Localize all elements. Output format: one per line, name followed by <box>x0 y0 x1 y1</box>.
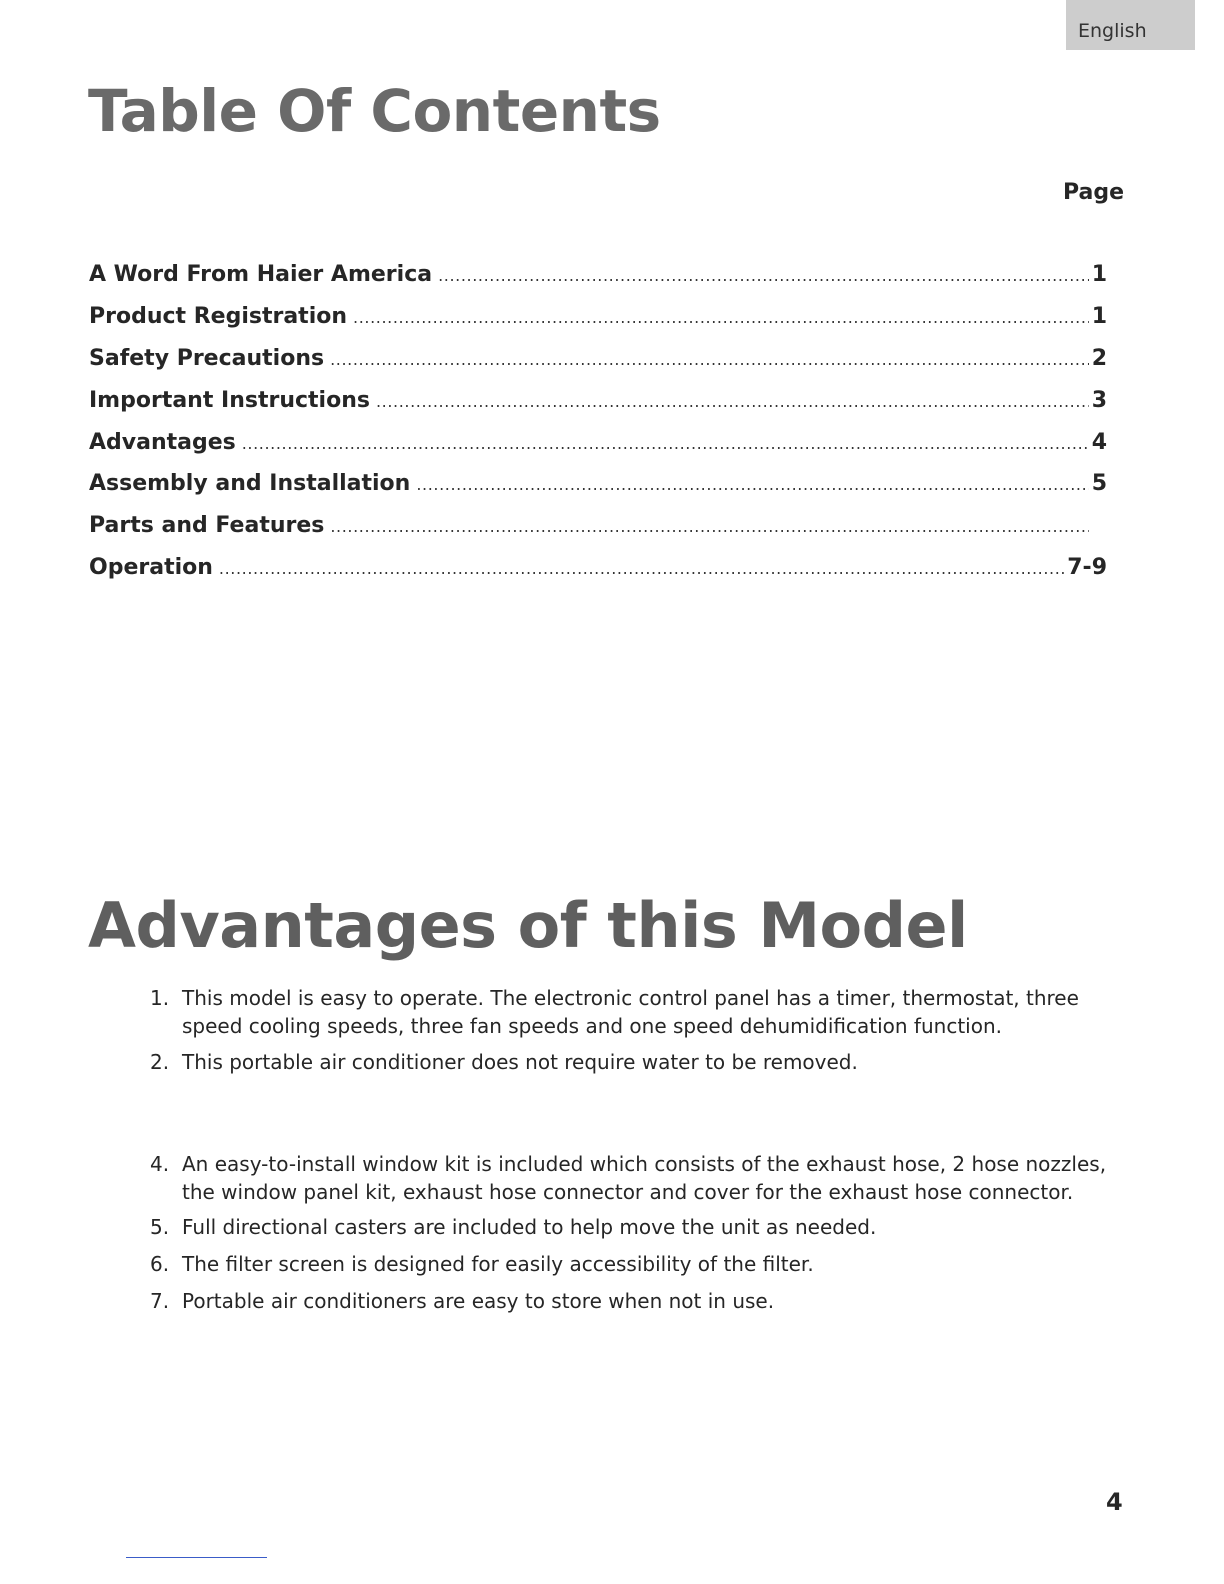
advantage-number: 1. <box>150 986 170 1010</box>
toc-entry-label: Important Instructions <box>89 387 370 413</box>
toc-dot-leader <box>376 392 1089 411</box>
toc-dot-leader <box>416 475 1089 494</box>
advantage-number: 7. <box>150 1289 170 1313</box>
toc-entry-label: Parts and Features <box>89 513 325 539</box>
language-tab: English <box>1066 0 1195 50</box>
advantage-item <box>150 1150 1125 1206</box>
page-number: 4 <box>1106 1488 1123 1516</box>
toc-entry-label: A Word From Haier America <box>89 262 433 287</box>
toc-entry-page: 2 <box>1091 345 1107 371</box>
advantage-number: 5. <box>150 1215 170 1239</box>
toc-entry[interactable] <box>89 346 1107 388</box>
toc-entry-page: 4 <box>1091 429 1107 455</box>
advantage-item <box>150 984 1125 1040</box>
advantage-text: An easy-to-install window kit is included which consists of the exhaust hose, 2 hose nozzles, the window panel kit, exhaust hose connector and cover for the exhaust hose connector. <box>182 1152 1107 1204</box>
toc-dot-leader <box>219 559 1065 578</box>
advantage-item <box>150 1213 1125 1241</box>
toc-dot-leader <box>438 266 1089 285</box>
toc-entry[interactable] <box>89 471 1107 513</box>
advantages-title: Advantages of this Model <box>88 889 968 962</box>
advantage-text: The filter screen is designed for easily accessibility of the filter. <box>182 1252 814 1276</box>
advantage-text: Full directional casters are included to help move the unit as needed. <box>182 1215 877 1239</box>
toc-entry-label: Operation <box>89 555 213 581</box>
toc-dot-leader <box>353 308 1089 327</box>
advantage-text: This portable air conditioner does not require water to be removed. <box>182 1050 858 1074</box>
toc-title: Table Of Contents <box>88 77 661 145</box>
toc-page-column-header: Page <box>1062 180 1124 205</box>
advantage-text: Portable air conditioners are easy to store when not in use. <box>182 1289 775 1313</box>
toc-entry[interactable] <box>89 262 1107 304</box>
toc-dot-leader <box>330 517 1089 536</box>
advantage-item <box>150 1287 1125 1315</box>
toc-entry-label: Product Registration <box>89 303 348 329</box>
advantage-number: 6. <box>150 1252 170 1276</box>
toc-dot-leader <box>330 350 1089 369</box>
toc-entry-label: Safety Precautions <box>89 345 325 371</box>
toc-entry-page: 7-9 <box>1067 555 1107 581</box>
toc-entry[interactable] <box>89 304 1107 346</box>
advantage-item <box>150 1250 1125 1278</box>
toc-entry-page: 1 <box>1091 303 1107 329</box>
toc-entry[interactable] <box>89 555 1107 597</box>
advantage-number: 4. <box>150 1152 170 1176</box>
advantage-number: 2. <box>150 1050 170 1074</box>
toc-list <box>89 262 1107 597</box>
footer-rule <box>126 1557 267 1558</box>
toc-dot-leader <box>242 434 1089 453</box>
advantage-item <box>150 1048 1125 1076</box>
advantage-text: This model is easy to operate. The electronic control panel has a timer, thermostat, three speed cooling speeds, three fan speeds and one speed dehumidification function. <box>182 986 1079 1038</box>
toc-entry-page: 5 <box>1091 471 1107 497</box>
toc-entry[interactable] <box>89 388 1107 430</box>
toc-entry[interactable] <box>89 513 1107 555</box>
toc-entry[interactable] <box>89 430 1107 472</box>
toc-entry-page: 1 <box>1091 262 1107 287</box>
toc-entry-page: 3 <box>1091 387 1107 413</box>
toc-entry-label: Assembly and Installation <box>89 471 411 497</box>
toc-entry-label: Advantages <box>89 429 236 455</box>
